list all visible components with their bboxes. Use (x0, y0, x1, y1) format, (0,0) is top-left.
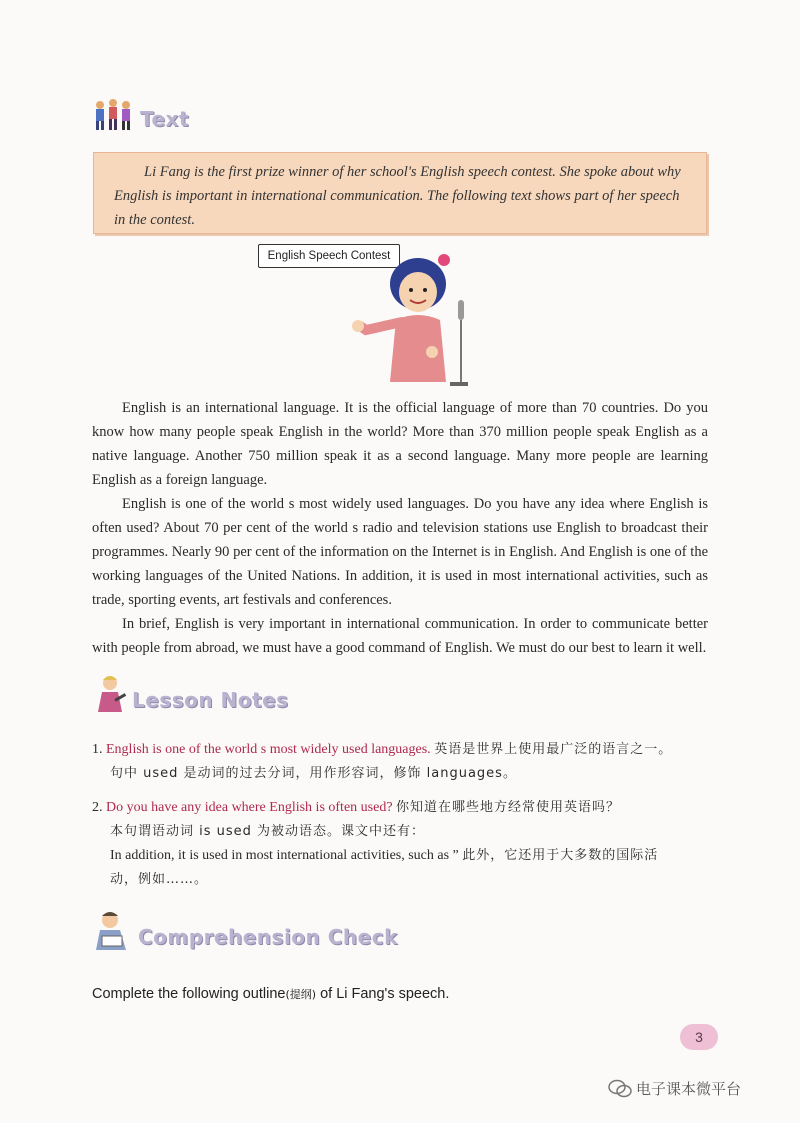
contest-sign: English Speech Contest (258, 244, 400, 268)
girl-speaker-illustration (346, 250, 476, 390)
note-example-cn: 此外，它还用于大多数的国际活 (462, 848, 659, 863)
outline-text-after: of Li Fang's speech. (316, 986, 450, 1002)
note-number: 1. (92, 742, 103, 757)
reading-boy-icon (92, 910, 132, 952)
text-section-header (92, 98, 189, 132)
comprehension-header (92, 910, 398, 952)
note-explanation: 句中 used 是动词的过去分词，用作形容词，修饰 languages。 (110, 766, 517, 781)
student-writing-icon (92, 674, 128, 714)
note-item (92, 796, 712, 892)
note-translation: 你知道在哪些地方经常使用英语吗？ (396, 800, 621, 815)
note-explanation: 本句谓语动词 is used 为被动语态。课文中还有： (110, 824, 426, 839)
text-section-title: Text (140, 107, 190, 131)
comprehension-title: Comprehension Check (138, 925, 398, 949)
page-number: 3 (680, 1024, 718, 1050)
lesson-notes-title: Lesson Notes (132, 688, 289, 712)
wechat-icon (608, 1079, 632, 1099)
paragraph: In brief, English is very important in international communication. In order to communicate better with people from abroad, we must have a good command of English. We must do our best to learn it well. (92, 616, 708, 656)
intro-text: Li Fang is the first prize winner of her school's English speech contest. She spoke about why English is important in international communication. The following text shows part of her speech in the contest. (114, 164, 681, 228)
lesson-notes-header (92, 674, 289, 714)
paragraph: English is one of the world s most widely used languages. Do you have any idea where English is often used? About 70 per cent of the world s radio and television stations use English to broadcast their programmes. Nearly 90 per cent of the information on the Internet is in English. And English is one of the working languages of the United Nations. In addition, it is used in most international activities, such as trade, sporting events, art festivals and conferences. (92, 496, 708, 608)
note-sentence: Do you have any idea where English is often used? (106, 800, 393, 815)
outline-cn: (提纲) (285, 988, 317, 1001)
outline-instruction (92, 986, 449, 1002)
note-example-en: In addition, it is used in most international activities, such as ” (110, 848, 459, 863)
note-item (92, 738, 712, 786)
intro-box (93, 152, 707, 234)
kids-group-icon (92, 98, 136, 132)
watermark (608, 1078, 741, 1099)
speech-body (92, 396, 708, 660)
outline-text: Complete the following outline (92, 986, 286, 1002)
lesson-notes-list (92, 738, 712, 902)
watermark-text: 电子课本微平台 (636, 1080, 742, 1098)
paragraph: English is an international language. It is the official language of more than 70 countries. Do you know how many people speak English in the world? More than 370 million people speak English as a native language. Another 750 million speak it as a second language. Many more people are learning English as a foreign language. (92, 400, 708, 488)
note-example-cn-cont: 动，例如……。 (110, 872, 209, 887)
note-number: 2. (92, 800, 103, 815)
note-sentence: English is one of the world s most widely used languages. (106, 742, 431, 757)
note-translation: 英语是世界上使用最广泛的语言之一。 (434, 742, 673, 757)
